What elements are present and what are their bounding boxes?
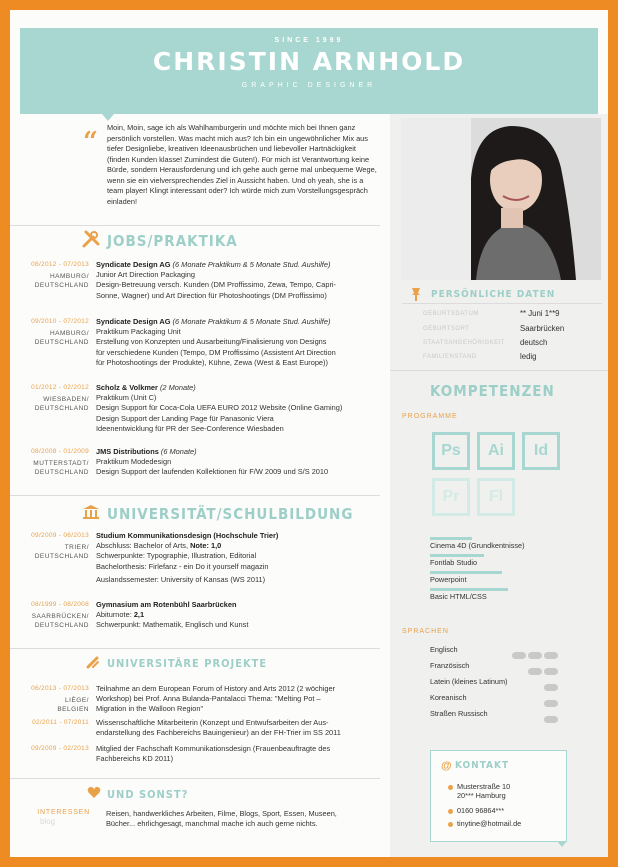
illustrator-icon: Ai — [477, 432, 515, 470]
contact-box — [430, 750, 567, 842]
photoshop-icon: Ps — [432, 432, 470, 470]
flash-icon: Fl — [477, 478, 515, 516]
education-date: 09/2009 - 06/2013 — [31, 532, 89, 539]
language-level-dot — [528, 652, 542, 659]
education-location-country: DEUTSCHLAND — [34, 621, 89, 629]
project-date: 06/2013 - 07/2013 — [31, 685, 89, 692]
phone-dot-icon — [448, 809, 453, 814]
interests-line: Bücher... ehrlichgesagt, manchmal mache ich auch gerne nichts. — [106, 819, 318, 829]
education-grade: 2,1 — [133, 610, 145, 620]
project-line: Migration in the Walloon Region" — [96, 704, 204, 714]
education-line: Abschluss: Bachelor of Arts, — [96, 541, 191, 551]
personal-value: Saarbrücken — [520, 324, 565, 333]
divider — [10, 225, 380, 226]
contact-city: 20*** Hamburg — [457, 791, 506, 801]
education-grade: Note: 1,0 — [190, 541, 222, 551]
education-line: Auslandssemester: University of Kansas (WS 2011) — [96, 574, 266, 584]
education-school: Studium Kommunikationsdesign (Hochschule Trier) — [96, 531, 279, 540]
personal-label: STAATSANGEHÖRIGKEIT — [423, 340, 505, 346]
job-location — [10, 273, 89, 291]
job-location-country: DEUTSCHLAND — [34, 404, 89, 412]
language-level-dot — [512, 652, 526, 659]
project-date: 09/2009 - 02/2013 — [31, 745, 89, 752]
person-name: CHRISTIN ARNHOLD — [152, 47, 466, 76]
project-line: Wissenschaftliche Mitarbeiterin (Konzept und Entwufsarbeiten der Aus- — [96, 718, 329, 727]
divider — [402, 303, 602, 304]
education-location-country: DEUTSCHLAND — [34, 552, 89, 560]
education-school: Gymnasium am Rotenbühl Saarbrücken — [96, 600, 237, 609]
interests-text — [106, 809, 386, 829]
job-location-city: HAMBURG/ — [49, 273, 89, 280]
education-line: Schwerpunkte: Typographie, Illustration, Editorial — [96, 551, 257, 561]
divider — [10, 495, 380, 496]
job-location-country: DEUTSCHLAND — [34, 281, 89, 289]
job-line: Ideenentwicklung für PR der See-Conference Wiesbaden — [96, 423, 284, 433]
project-location-city: LIÈGE/ — [65, 697, 89, 704]
project-text — [96, 744, 376, 764]
job-line: für verschiedene Kunden (Tempo, DM Proffissimo (Assistent Art Direction — [96, 347, 336, 357]
personal-label: GEBURTSDATUM — [423, 311, 479, 317]
contact-title: KONTAKT — [455, 760, 510, 771]
language-level-dot — [544, 700, 558, 707]
job-location-country: DEUTSCHLAND — [34, 338, 89, 346]
language-level — [510, 646, 558, 653]
project-date: 02/2011 - 07/2011 — [32, 719, 89, 726]
language-level-dot — [528, 716, 542, 723]
job-note: (6 Monate Praktikum & 5 Monate Stud. Aushilfe) — [172, 260, 331, 269]
project-line: Fachbereichs KD 2011) — [96, 754, 174, 764]
education-location — [10, 544, 89, 562]
skill-level-bar — [430, 571, 502, 574]
language-name: Koreanisch — [430, 693, 467, 702]
divider — [10, 648, 380, 649]
job-location — [10, 460, 89, 478]
skill-label: Cinema 4D (Grundkentnisse) — [430, 541, 525, 550]
job-line: Praktikum Modedesign — [96, 457, 172, 467]
pencil-icon — [86, 655, 100, 673]
project-line: Workshop) bei Prof. Anna Bulanda-Pantalacci Thema: "Melting Pot – — [96, 694, 321, 704]
language-level-dot — [512, 684, 526, 691]
resume-page — [10, 10, 608, 857]
language-level-dot — [544, 716, 558, 723]
job-line: Design Support der laufenden Kollektionen für F/W 2009 und S/S 2010 — [96, 467, 329, 477]
job-note: (2 Monate) — [159, 383, 196, 392]
job-line: Junior Art Direction Packaging — [96, 270, 196, 280]
since-label: SINCE 1999 — [274, 37, 344, 44]
language-name: Latein (kleines Latinum) — [430, 677, 508, 686]
project-line: endarstellung des Fachbereichs Bauingenieur) an der FH-Trier im SS 2011 — [96, 728, 341, 738]
language-level-dot — [544, 684, 558, 691]
job-line: Praktikum (Unit C) — [96, 393, 157, 403]
project-location-country: BELGIEN — [57, 705, 89, 713]
project-text — [96, 718, 376, 738]
skills-title: KOMPETENZEN — [430, 382, 555, 400]
education-location — [10, 613, 89, 631]
language-level-dot — [528, 668, 542, 675]
job-text — [96, 317, 376, 368]
job-text — [96, 447, 376, 478]
job-company: JMS Distributions — [96, 447, 159, 456]
language-level-dot — [512, 668, 526, 675]
job-note: (6 Monate Praktikum & 5 Monate Stud. Aushilfe) — [172, 317, 331, 326]
personal-value: deutsch — [520, 338, 548, 347]
job-company: Syndicate Design AG — [96, 260, 171, 269]
job-company: Syndicate Design AG — [96, 317, 171, 326]
job-line: Design Support der Landing Page für Panasonic Viera — [96, 413, 274, 423]
education-line: Schwerpunkt: Mathematik, Englisch und Kunst — [96, 620, 249, 630]
project-line: Teilnahme an dem European Forum of History and Arts 2012 (2 wöchiger — [96, 684, 336, 693]
skill-label: Fontlab Studio — [430, 558, 478, 567]
personal-label: GEBURTSORT — [423, 326, 470, 332]
education-location-city: TRIER/ — [64, 544, 89, 551]
job-line: Sonne, Wagner) und Art Direction für Photoshootings (DM Proffissimo) — [96, 290, 327, 300]
projects-title: UNIVERSITÄRE PROJEKTE — [107, 657, 268, 670]
job-note: (6 Monate) — [160, 447, 197, 456]
job-text — [96, 383, 376, 434]
at-icon: @ — [441, 760, 452, 772]
email-dot-icon — [448, 822, 453, 827]
education-line: Bachelorthesis: Firlefanz - ein Do it yourself magazin — [96, 561, 269, 571]
jobs-title: JOBS/PRAKTIKA — [107, 232, 238, 250]
indesign-icon: Id — [522, 432, 560, 470]
language-level-dot — [544, 652, 558, 659]
language-level — [510, 710, 558, 717]
job-line: Praktikum Packaging Unit — [96, 327, 181, 337]
job-line: Erstellung von Konzepten und Ausarbeitung/Finalisierung von Designs — [96, 337, 327, 347]
language-level-dot — [544, 668, 558, 675]
skill-level-bar — [430, 554, 484, 557]
education-line: Abiturnote: — [96, 610, 134, 620]
job-text — [96, 260, 376, 301]
programs-label: PROGRAMME — [402, 413, 458, 420]
portrait-photo — [401, 118, 601, 280]
skill-level-bar — [430, 588, 508, 591]
language-level — [510, 694, 558, 701]
blog-label: blog — [40, 817, 56, 826]
education-text — [96, 600, 376, 631]
language-level-dot — [528, 684, 542, 691]
personal-label: FAMILIENSTAND — [423, 354, 477, 360]
personal-value: ** Juni 1**9 — [520, 309, 560, 318]
languages-label: SPRACHEN — [402, 628, 449, 635]
divider — [390, 370, 608, 371]
personal-title: PERSÖNLICHE DATEN — [431, 289, 556, 300]
education-date: 08/1999 - 08/2008 — [31, 601, 89, 608]
skill-level-bar — [430, 537, 472, 540]
contact-phone[interactable]: 0160 96864*** — [457, 806, 505, 815]
language-name: Französisch — [430, 661, 470, 670]
university-icon — [82, 504, 100, 524]
education-text — [96, 531, 376, 585]
language-name: Englisch — [430, 645, 458, 654]
project-text — [96, 684, 376, 715]
job-date: 08/2012 - 07/2013 — [31, 261, 89, 268]
premiere-icon: Pr — [432, 478, 470, 516]
job-location-city: WIESBADEN/ — [43, 396, 89, 403]
job-line: Design Support für Coca-Cola UEFA EURO 2012 Website (Online Gaming) — [96, 403, 343, 413]
job-date: 01/2012 - 02/2012 — [31, 384, 89, 391]
language-name: Straßen Russisch — [430, 709, 488, 718]
personal-value: ledig — [520, 352, 537, 361]
quote-icon: “ — [83, 127, 98, 157]
divider — [10, 778, 380, 779]
tools-icon — [82, 230, 100, 252]
skill-label: Basic HTML/CSS — [430, 592, 487, 601]
job-line: Design-Betreuung versch. Kunden (DM Proffissimo, Zewa, Tempo, Capri- — [96, 280, 337, 290]
contact-address — [457, 782, 510, 801]
contact-street: Musterstraße 10 — [457, 782, 511, 791]
contact-email[interactable]: tinytine@hotmail.de — [457, 819, 522, 828]
job-location — [10, 330, 89, 348]
job-location-city: HAMBURG/ — [49, 330, 89, 337]
job-location — [10, 396, 89, 414]
heart-icon — [87, 786, 101, 803]
job-date: 09/2010 - 07/2012 — [31, 318, 89, 325]
language-level — [510, 678, 558, 685]
intro-text: Moin, Moin, sage ich als Wahlhamburgerin und möchte mich bei Ihnen ganz persönlich vorstellen. Was macht mich aus? Ich bin ein ungewöhnlicher Mix aus tiefer Designliebe, kreativen Ideenausbrüchen und liebevoller Hartnäckigkeit (finden Kunden klasse! Zumindest die Guten!). Für mich ist Verantwortung keine Bürde, sondern Herausforderung und ich gehe auch gerne mal unbequeme Wege, wenn sie ein vielversprechendes Ziel in Aussicht haben. Und oh yeah, she is a team player! Klingt interessant oder? Ich würde mich zum Vorstellungsgespräch einladen! — [107, 123, 377, 206]
job-company: Scholz & Volkmer — [96, 383, 158, 392]
job-date: 08/2008 - 01/2009 — [31, 448, 89, 455]
contact-pointer — [557, 841, 567, 847]
job-title: GRAPHIC DESIGNER — [241, 82, 377, 89]
skill-label: Powerpoint — [430, 575, 467, 584]
language-level-dot — [512, 700, 526, 707]
location-dot-icon — [448, 785, 453, 790]
header-banner — [20, 28, 598, 114]
job-location-country: DEUTSCHLAND — [34, 468, 89, 476]
interests-label: INTERESSEN — [37, 809, 90, 816]
job-line: für Photoshootings der Produkte), Kühne, Zewa (West & East Europe)) — [96, 357, 328, 367]
education-location-city: SAARBRÜCKEN/ — [31, 613, 89, 620]
university-title: UNIVERSITÄT/SCHULBILDUNG — [107, 505, 354, 523]
other-title: UND SONST? — [107, 788, 189, 801]
header-pointer — [102, 114, 114, 121]
language-level-dot — [528, 700, 542, 707]
project-line: Mitglied der Fachschaft Kommunikationsdesign (Frauenbeauftragte des — [96, 744, 331, 753]
interests-line: Reisen, handwerkliches Arbeiten, Filme, Blogs, Sport, Essen, Museen, — [106, 809, 337, 818]
language-level — [510, 662, 558, 669]
language-level-dot — [512, 716, 526, 723]
project-location — [10, 697, 89, 715]
job-location-city: MUTTERSTADT/ — [33, 460, 89, 467]
